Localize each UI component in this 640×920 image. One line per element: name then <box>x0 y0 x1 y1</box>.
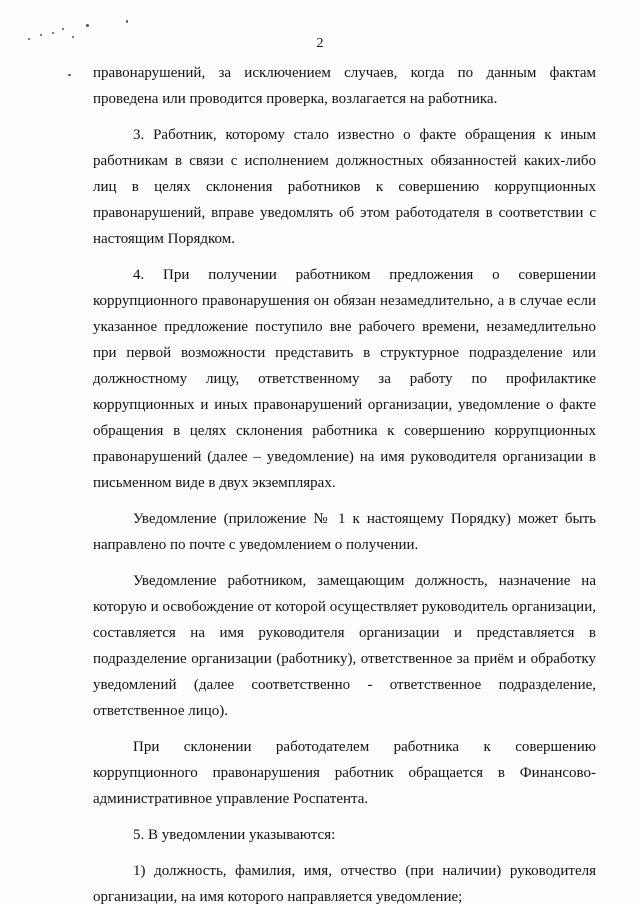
paragraph-notification-procedure: Уведомление работником, замещающим должность, назначение на которую и освобождение от которой осуществляет руководитель организации, составляется на имя руководителя организации и представляется в подразделение организации (работнику), ответственное за приём и обработку уведомлений (далее соответственно - ответственное подразделение, ответственное лицо). <box>93 573 596 719</box>
paragraph-employer-inducement: При склонении работодателем работника к совершению коррупционного правонарушения работник обращается в Финансово-административное управление Роспатента. <box>93 739 596 807</box>
paragraph-item-3: 3. Работник, которому стало известно о факте обращения к иным работникам в связи с исполнением должностных обязанностей каких-либо лиц в целях склонения работников к совершению коррупционных правонарушений, вправе уведомлять об этом работодателя в соответствии с настоящим Порядком. <box>93 127 596 247</box>
paragraph-mail-notification: Уведомление (приложение № 1 к настоящему Порядку) может быть направлено по почте с уведомлением о получении. <box>93 511 596 553</box>
paragraph-item-5: 5. В уведомлении указываются: <box>133 827 336 843</box>
page-number: 2 <box>316 36 324 51</box>
paragraph-continuation: правонарушений, за исключением случаев, когда по данным фактам проведена или проводится проверка, возлагается на работника. <box>93 65 596 107</box>
document-body <box>93 60 596 920</box>
paragraph-subitem-1: 1) должность, фамилия, имя, отчество (при наличии) руководителя организации, на имя которого направляется уведомление; <box>93 863 596 905</box>
paragraph-item-4: 4. При получении работником предложения о совершении коррупционного правонарушения он обязан незамедлительно, а в случае если указанное предложение поступило вне рабочего времени, незамедлительно при первой возможности представить в структурное подразделение или должностному лицу, ответственному за работу по профилактике коррупционных и иных правонарушений организации, уведомление о факте обращения в целях склонения работника к совершению коррупционных правонарушений (далее – уведомление) на имя руководителя организации в письменном виде в двух экземплярах. <box>93 267 596 491</box>
